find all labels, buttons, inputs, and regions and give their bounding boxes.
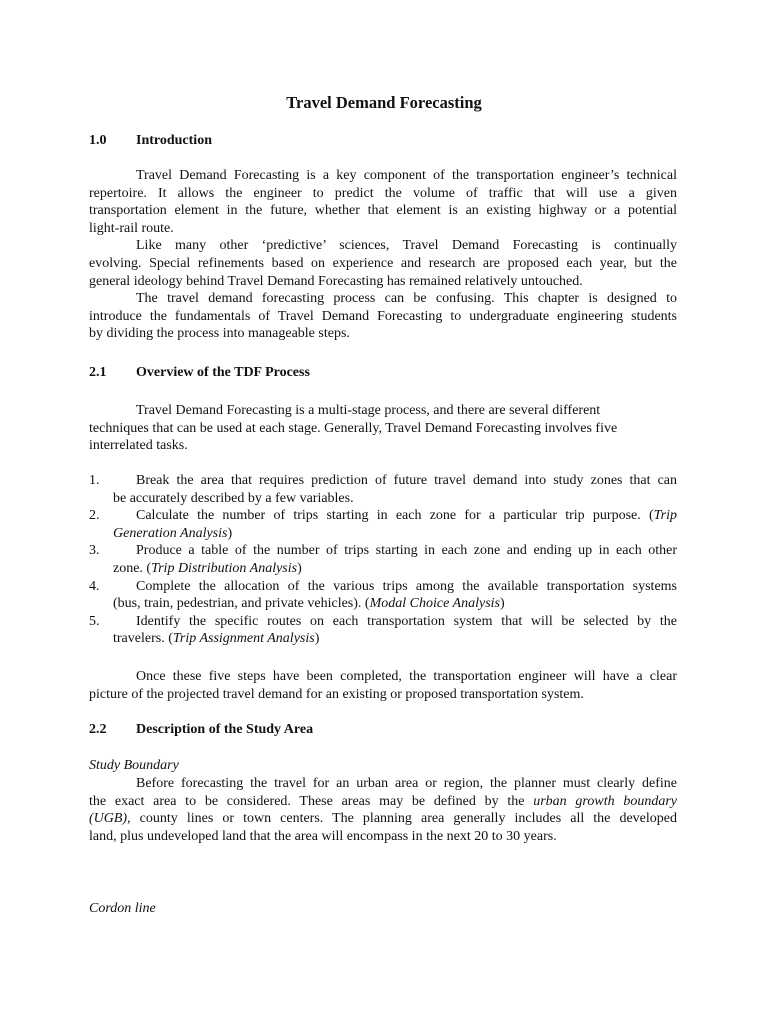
- list-item-text: (bus, train, pedestrian, and private vehicles). (: [113, 596, 370, 612]
- list-item-text: ): [297, 560, 302, 576]
- list-item: [89, 542, 677, 577]
- paragraph-text: , county lines or town centers. The planning area generally includes all the developed: [127, 811, 677, 827]
- paragraph-line: Once these five steps have been completed, the transportation engineer will have a clear: [136, 669, 677, 684]
- list-item-number: 1.: [89, 473, 100, 488]
- paragraph-line: introduce the fundamentals of Travel Demand Forecasting to undergraduate engineering students: [89, 308, 677, 324]
- list-item-number: 4.: [89, 578, 100, 594]
- list-item-text: Calculate the number of trips starting in each zone for a particular trip purpose. (: [136, 508, 654, 524]
- list-item-line: [89, 507, 677, 525]
- paragraph: [89, 668, 677, 703]
- section-number: 2.2: [89, 722, 107, 737]
- paragraph: [89, 402, 677, 455]
- section-heading: Overview of the TDF Process: [136, 365, 310, 380]
- list-item: [89, 613, 677, 648]
- list-item-line: [89, 525, 677, 543]
- list-item-italic: Trip Assignment Analysis: [172, 631, 315, 647]
- paragraph-italic: (UGB): [89, 811, 128, 827]
- list-item-line: [89, 595, 677, 613]
- paragraph-line: [89, 793, 677, 811]
- list-item-italic: Trip Distribution Analysis: [151, 560, 298, 576]
- subheading: Cordon line: [89, 901, 156, 916]
- list-item-number: 2.: [89, 508, 100, 524]
- list-item-text: ): [314, 631, 320, 647]
- list-item-line: be accurately described by a few variables.: [113, 490, 354, 506]
- list-item-line: Produce a table of the number of trips starting in each zone and ending up in each other: [136, 543, 677, 559]
- paragraph-line: The travel demand forecasting process can be confusing. This chapter is designed to: [136, 291, 677, 307]
- section-heading: Description of the Study Area: [136, 722, 314, 737]
- list-item-line: Break the area that requires prediction of future travel demand into study zones that can: [136, 473, 677, 488]
- list-item-line: [89, 630, 677, 648]
- paragraph-line: Like many other ‘predictive’ sciences, Travel Demand Forecasting is continually: [136, 238, 677, 254]
- paragraph-line: Before forecasting the travel for an urban area or region, the planner must clearly define: [136, 776, 677, 791]
- list-item: [89, 507, 677, 542]
- list-item-text: travelers. (: [113, 631, 173, 647]
- paragraph-line: picture of the projected travel demand for an existing or proposed transportation system.: [89, 686, 584, 702]
- list-item: [89, 472, 677, 507]
- paragraph-line: land, plus undeveloped land that the area will encompass in the next 20 to 30 years.: [89, 828, 557, 844]
- list-item-line: [89, 560, 677, 578]
- list-item-italic: Modal Choice Analysis: [369, 596, 500, 612]
- paragraph-line: transportation element in the future, whether that element is an existing highway or a potential: [89, 203, 677, 219]
- section-heading: Introduction: [136, 133, 212, 148]
- paragraph-line: evolving. Special refinements based on experience and research are proposed each year, but the: [89, 255, 677, 271]
- paragraph: [89, 167, 677, 343]
- paragraph-italic: urban growth boundary: [533, 793, 677, 809]
- paragraph: [89, 775, 677, 845]
- section-number: 1.0: [89, 133, 107, 148]
- list-item-italic: Trip: [653, 508, 677, 524]
- paragraph-line: [89, 810, 677, 828]
- list-item-text: zone. (: [113, 560, 152, 576]
- list-item-number: 3.: [89, 543, 100, 559]
- document-title: Travel Demand Forecasting: [286, 93, 482, 112]
- paragraph-line: light-rail route.: [89, 220, 174, 236]
- subheading: Study Boundary: [89, 758, 179, 773]
- paragraph-text: the exact area to be considered. These areas may be defined by the: [89, 793, 534, 809]
- paragraph-line: techniques that can be used at each stage. Generally, Travel Demand Forecasting involves five: [89, 420, 618, 436]
- list-item-text: ): [499, 596, 505, 612]
- list-item-text: ): [227, 525, 233, 541]
- list-item-italic: Generation Analysis: [113, 525, 228, 541]
- paragraph-line: general ideology behind Travel Demand Forecasting has remained relatively untouched.: [89, 273, 583, 289]
- paragraph-line: repertoire. It allows the engineer to predict the volume of traffic that will use a given: [89, 185, 677, 201]
- list-item-line: Complete the allocation of the various trips among the available transportation systems: [136, 578, 677, 594]
- paragraph-line: interrelated tasks.: [89, 438, 188, 454]
- section-number: 2.1: [89, 365, 107, 380]
- paragraph-line: by dividing the process into manageable steps.: [89, 326, 350, 342]
- list-item: [89, 578, 677, 613]
- paragraph-line: Travel Demand Forecasting is a multi-stage process, and there are several different: [136, 403, 601, 418]
- list-item-number: 5.: [89, 613, 100, 629]
- numbered-list: [89, 472, 677, 648]
- paragraph-line: Travel Demand Forecasting is a key component of the transportation engineer’s technical: [136, 168, 677, 183]
- list-item-line: Identify the specific routes on each transportation system that will be selected by the: [136, 613, 677, 629]
